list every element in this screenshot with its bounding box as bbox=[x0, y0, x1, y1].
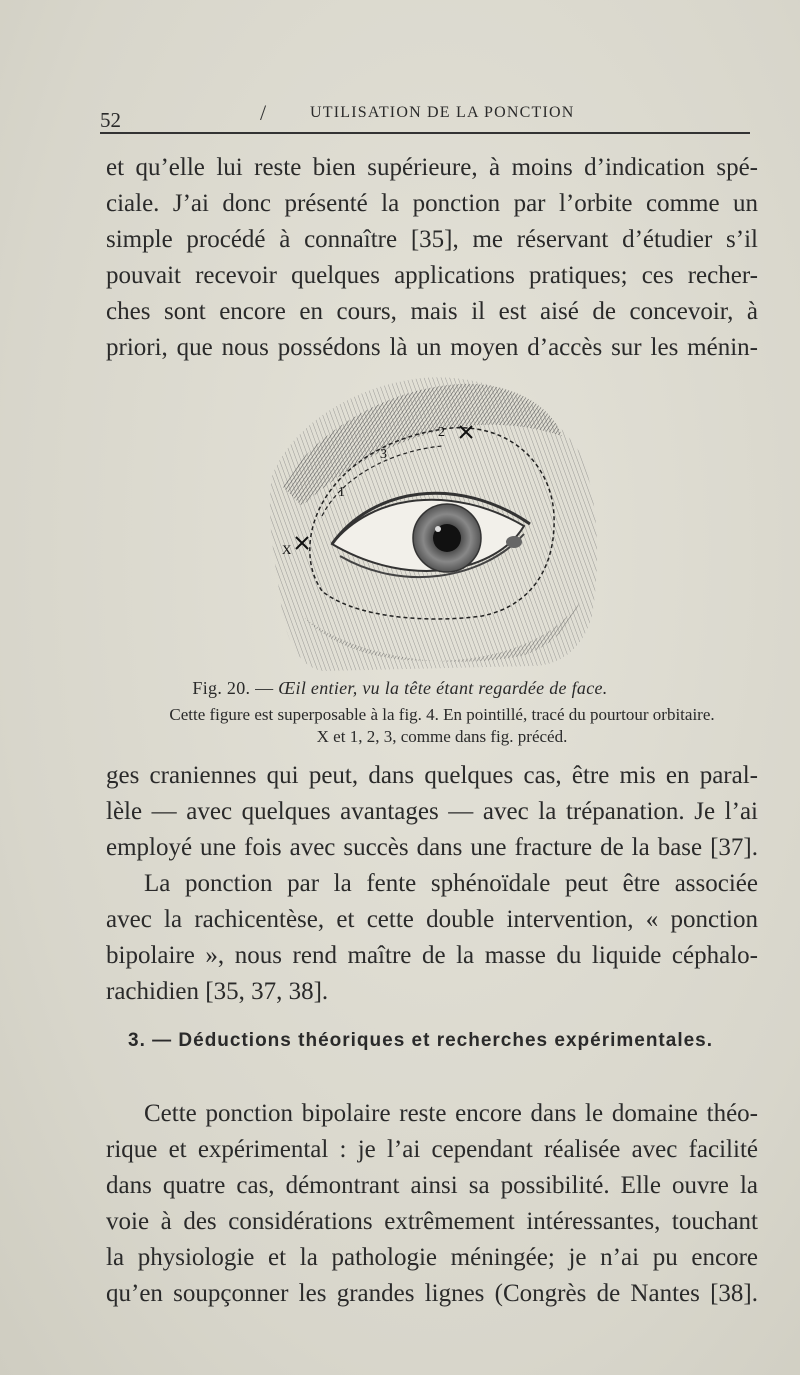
figure-number: Fig. 20. — bbox=[192, 678, 274, 698]
paragraph-1 bbox=[106, 150, 758, 366]
paragraph-3 bbox=[106, 1096, 758, 1312]
figure-caption-body bbox=[112, 704, 772, 748]
text-line: qu’en soupçonner les grandes lignes (Congrès de Nantes [38]. bbox=[106, 1280, 758, 1307]
figure-label-1: 1 bbox=[338, 485, 345, 500]
text-line: dans quatre cas, démontrant ainsi sa possibilité. Elle ouvre la bbox=[106, 1172, 758, 1199]
figure-title: Œil entier, vu la tête étant regardée de face. bbox=[278, 678, 608, 698]
text-line: priori, que nous possédons là un moyen d’accès sur les ménin- bbox=[106, 334, 758, 361]
text-line: rachidien [35, 37, 38]. bbox=[106, 978, 329, 1005]
page-number: 52 bbox=[100, 108, 121, 132]
text-line: lèle — avec quelques avantages — avec la trépanation. Je l’ai bbox=[106, 798, 758, 825]
caption-line: Cette figure est superposable à la fig. 4. En pointillé, tracé du pourtour orbitaire. bbox=[169, 705, 715, 724]
eye-engraving bbox=[262, 366, 602, 674]
running-head: UTILISATION DE LA PONCTION bbox=[310, 104, 575, 121]
figure-label-2: 2 bbox=[438, 425, 445, 440]
text-line: la physiologie et la pathologie méningée; je n’ai pu encore bbox=[106, 1244, 758, 1271]
text-line: La ponction par la fente sphénoïdale peut être associée bbox=[144, 870, 758, 897]
text-line: bipolaire », nous rend maître de la masse du liquide céphalo- bbox=[106, 942, 758, 969]
caption-line: X et 1, 2, 3, comme dans fig. précéd. bbox=[316, 727, 568, 746]
pen-mark: / bbox=[260, 100, 267, 125]
figure-caption-title bbox=[0, 678, 800, 699]
figure-label-3: 3 bbox=[380, 447, 387, 462]
text-line: rique et expérimental : je l’ai cependant réalisée avec facilité bbox=[106, 1136, 758, 1163]
figure-label-x: X bbox=[282, 542, 292, 557]
text-line: ges craniennes qui peut, dans quelques cas, être mis en paral- bbox=[106, 762, 758, 789]
text-line: et qu’elle lui reste bien supérieure, à moins d’indication spé- bbox=[106, 154, 758, 181]
page-header bbox=[100, 100, 750, 134]
paragraph-2 bbox=[106, 758, 758, 1010]
text-line: Cette ponction bipolaire reste encore dans le domaine théo- bbox=[144, 1100, 758, 1127]
section-heading: 3. — Déductions théoriques et recherches expérimentales. bbox=[128, 1030, 714, 1051]
text-line: ches sont encore en cours, mais il est aisé de concevoir, à bbox=[106, 298, 758, 325]
text-line: pouvait recevoir quelques applications pratiques; ces recher- bbox=[106, 262, 758, 289]
text-line: employé une fois avec succès dans une fracture de la base [37]. bbox=[106, 834, 758, 861]
eye-illustration bbox=[262, 366, 602, 674]
text-line: avec la rachicentèse, et cette double intervention, « ponction bbox=[106, 906, 758, 933]
text-line: ciale. J’ai donc présenté la ponction par l’orbite comme un bbox=[106, 190, 758, 217]
text-line: voie à des considérations extrêmement intéressantes, touchant bbox=[106, 1208, 758, 1235]
text-line: simple procédé à connaître [35], me réservant d’étudier s’il bbox=[106, 226, 758, 253]
